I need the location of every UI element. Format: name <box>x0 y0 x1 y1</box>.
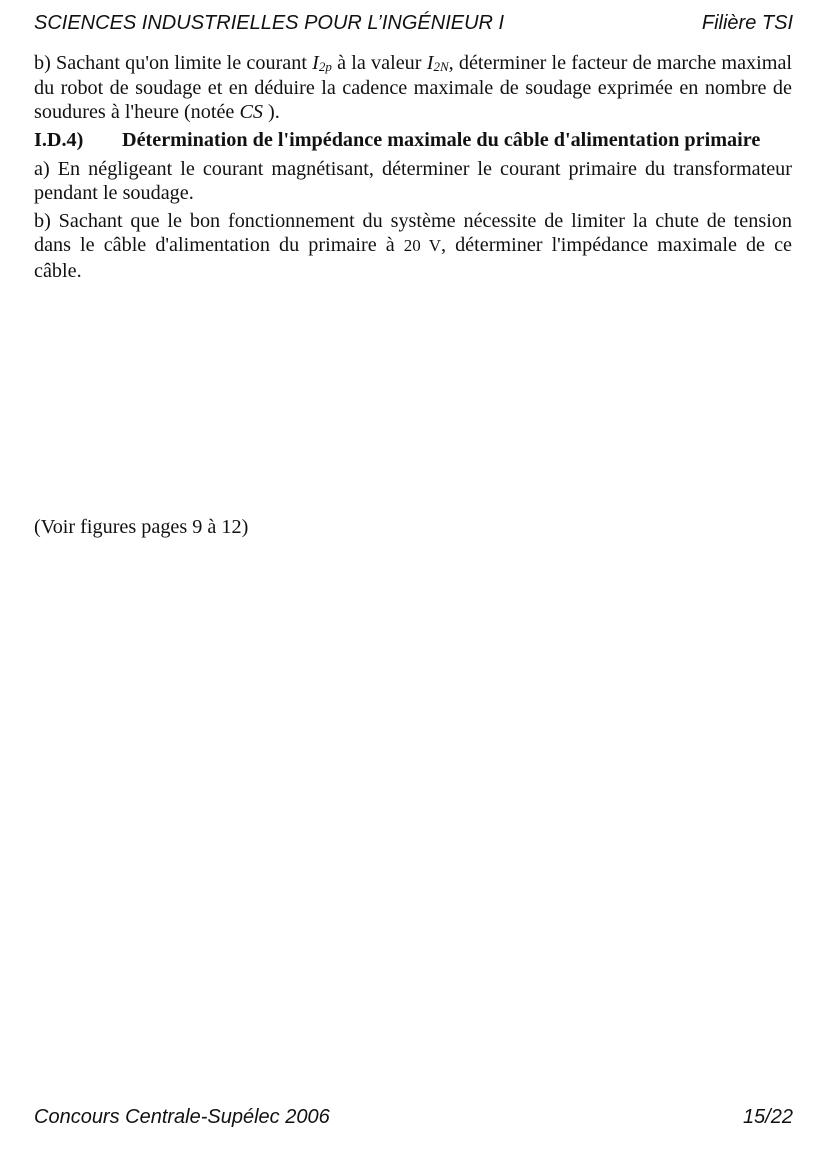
text-run: à la valeur <box>331 52 427 74</box>
question-b-cable-impedance <box>34 209 792 284</box>
page-footer <box>34 1104 793 1130</box>
math-cs: CS <box>239 101 263 123</box>
text-run: , déterminer le facteur de marche maximal du robot de soudage et en déduire la cadence maximale de soudage exprimée en nombre de soudures à l'heure (notée <box>34 52 793 123</box>
math-i2p: $I_{2p}$ <box>312 52 332 74</box>
section-title: Détermination de l'impédance maximale du câble d'alimentation primaire <box>122 128 761 151</box>
section-heading <box>34 128 792 152</box>
text-run: b) Sachant que le bon fonctionnement du système nécessite de limiter la chute de tension dans le câble d'alimentation du primaire à <box>34 209 792 256</box>
page-body <box>34 51 792 286</box>
text-run: , déterminer l'impédance maximale de ce câble. <box>34 234 792 282</box>
text-run: b) Sachant qu'on limite le courant <box>34 52 313 74</box>
section-number: I.D.4) <box>34 128 84 151</box>
text-run: ). <box>263 101 280 123</box>
figures-note: (Voir figures pages 9 à 12) <box>34 516 249 538</box>
header-track: Filière TSI <box>701 12 793 34</box>
header-subject: SCIENCES INDUSTRIELLES POUR L’INGÉNIEUR I <box>34 12 505 34</box>
question-a-primary-current: a) En négligeant le courant magnétisant, déterminer le courant primaire du transformateur pendant le soudage. <box>34 157 792 204</box>
page-header <box>34 10 793 36</box>
page-number: 15/22 <box>742 1106 793 1128</box>
math-i2n: $I_{2N}$ <box>426 52 449 74</box>
question-b-duty-cycle <box>34 51 792 125</box>
voltage-value: 20 V <box>403 236 441 255</box>
footer-exam: Concours Centrale-Supélec 2006 <box>34 1106 330 1128</box>
